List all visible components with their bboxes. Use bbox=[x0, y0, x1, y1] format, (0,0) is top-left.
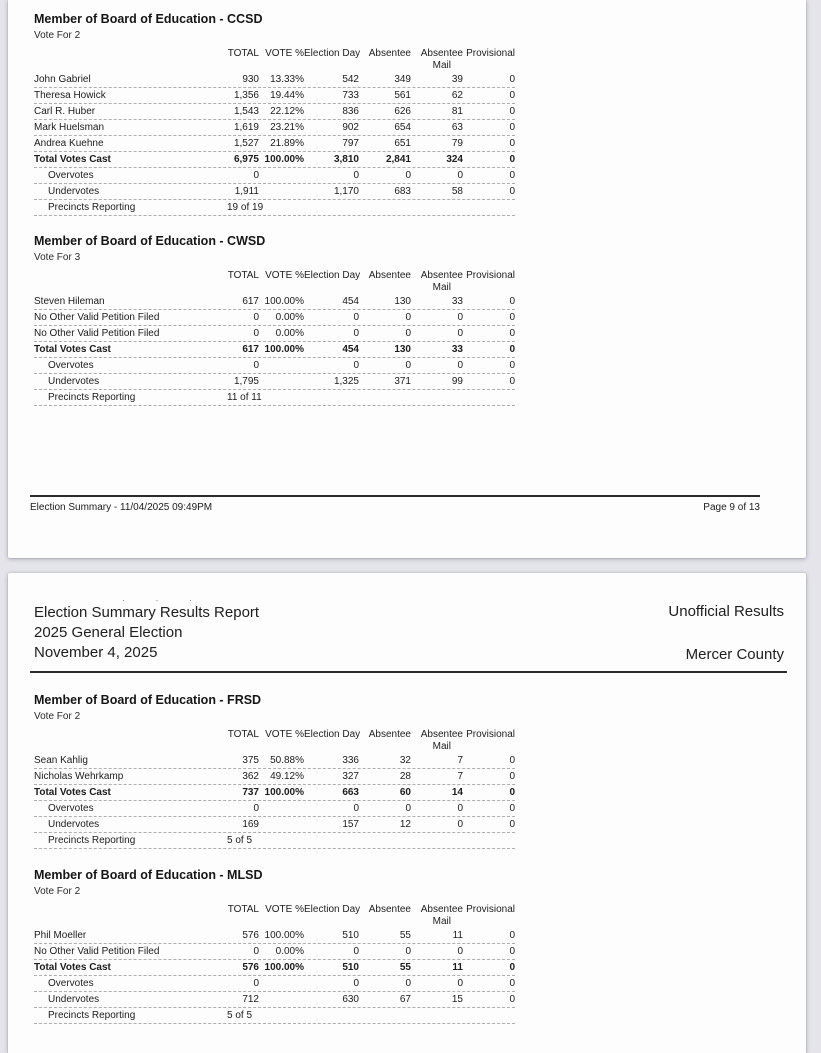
report-page-9 bbox=[8, 0, 806, 558]
column-header bbox=[463, 904, 515, 916]
cell-prov: 0 bbox=[509, 154, 515, 165]
cell-ed: 0 bbox=[353, 328, 359, 339]
row-label: Steven Hileman bbox=[34, 296, 105, 307]
race-section-mlsd bbox=[34, 868, 806, 1024]
cell-ab: 626 bbox=[394, 106, 411, 117]
column-header-label: Absentee bbox=[420, 48, 463, 59]
cell-ed: 0 bbox=[353, 312, 359, 323]
cell-ed: 454 bbox=[342, 296, 359, 307]
cell-prov: 0 bbox=[509, 978, 515, 989]
cell-total: 0 bbox=[253, 978, 259, 989]
row-label: No Other Valid Petition Filed bbox=[34, 312, 160, 323]
cell-ed: 0 bbox=[353, 978, 359, 989]
cell-abm: 0 bbox=[457, 803, 463, 814]
race-title: Member of Board of Education - CWSD bbox=[34, 234, 266, 248]
header-rule bbox=[30, 671, 787, 673]
column-header bbox=[411, 48, 463, 72]
race-title: Member of Board of Education - CCSD bbox=[34, 12, 263, 26]
cell-ab: 0 bbox=[405, 946, 411, 957]
table-row bbox=[34, 136, 515, 152]
cell-ed: 0 bbox=[353, 360, 359, 371]
cell-ab: 67 bbox=[399, 994, 411, 1005]
cell-abm: 33 bbox=[451, 296, 463, 307]
report-election-date: November 4, 2025 bbox=[34, 644, 158, 661]
column-header bbox=[259, 48, 304, 60]
column-header-sublabel: Mail bbox=[432, 741, 451, 752]
cell-ab: 12 bbox=[399, 819, 411, 830]
cell-prov: 0 bbox=[509, 170, 515, 181]
row-label: Andrea Kuehne bbox=[34, 138, 104, 149]
row-label: Precincts Reporting bbox=[48, 202, 136, 213]
cell-total: 1,527 bbox=[233, 138, 259, 149]
cell-prov: 0 bbox=[509, 122, 515, 133]
cell-total: 169 bbox=[242, 819, 259, 830]
row-label: Overvotes bbox=[48, 978, 94, 989]
cell-total: 1,356 bbox=[233, 90, 259, 101]
cell-ab: 130 bbox=[394, 296, 411, 307]
cell-abm: 0 bbox=[457, 312, 463, 323]
column-header-label: Election Day bbox=[304, 48, 361, 59]
report-election-name: 2025 General Election bbox=[34, 624, 183, 641]
row-label: Total Votes Cast bbox=[34, 344, 111, 355]
cell-abm: 7 bbox=[457, 755, 463, 766]
row-label: Precincts Reporting bbox=[48, 392, 136, 403]
cell-prov: 0 bbox=[509, 344, 515, 355]
column-header-label: Election Day bbox=[304, 904, 361, 915]
cell-ab: 0 bbox=[405, 978, 411, 989]
cell-prov: 0 bbox=[509, 138, 515, 149]
row-label: Theresa Howick bbox=[34, 90, 106, 101]
column-header bbox=[359, 729, 411, 741]
cell-total: 0 bbox=[253, 328, 259, 339]
cell-prov: 0 bbox=[509, 328, 515, 339]
row-label: John Gabriel bbox=[34, 74, 91, 85]
cell-ab: 651 bbox=[394, 138, 411, 149]
race-title: Member of Board of Education - MLSD bbox=[34, 868, 263, 882]
cell-ab: 371 bbox=[394, 376, 411, 387]
page-2-content bbox=[8, 573, 806, 1024]
cell-abm: 0 bbox=[457, 978, 463, 989]
table-header-row bbox=[34, 48, 515, 72]
table-row bbox=[34, 342, 515, 358]
cell-ab: 55 bbox=[399, 930, 411, 941]
row-label: Carl R. Huber bbox=[34, 106, 96, 117]
column-header bbox=[304, 270, 359, 282]
row-label: Total Votes Cast bbox=[34, 962, 111, 973]
column-header-label: Provisional bbox=[466, 904, 515, 915]
cell-total: 6,975 bbox=[233, 154, 259, 165]
cell-prov: 0 bbox=[509, 803, 515, 814]
page-1-content bbox=[8, 0, 806, 406]
table-row bbox=[34, 120, 515, 136]
column-header-label: TOTAL bbox=[227, 48, 259, 59]
footer-report-timestamp: Election Summary - 11/04/2025 09:49PM bbox=[30, 502, 213, 513]
cell-total: 0 bbox=[253, 312, 259, 323]
cell-pct: 100.00% bbox=[264, 154, 304, 165]
column-header-label: Provisional bbox=[466, 270, 515, 281]
column-header-label: Absentee bbox=[368, 729, 411, 740]
cell-ed: 0 bbox=[353, 803, 359, 814]
column-header bbox=[304, 729, 359, 741]
cell-ab: 683 bbox=[394, 186, 411, 197]
column-header-label: TOTAL bbox=[227, 270, 259, 281]
column-header bbox=[411, 904, 463, 928]
cell-prov: 0 bbox=[509, 186, 515, 197]
vote-for-label: Vote For 2 bbox=[34, 886, 81, 897]
table-row bbox=[34, 200, 515, 216]
cell-total: 0 bbox=[253, 946, 259, 957]
cell-ed: 454 bbox=[342, 344, 359, 355]
cell-total: 617 bbox=[242, 344, 259, 355]
column-header-label: VOTE % bbox=[265, 48, 304, 59]
cell-abm: 14 bbox=[451, 787, 463, 798]
row-label: Precincts Reporting bbox=[48, 1010, 136, 1021]
table-header-row bbox=[34, 270, 515, 294]
cell-ed: 542 bbox=[342, 74, 359, 85]
scan-artifact-dots: · · · bbox=[122, 595, 206, 605]
column-header-label: VOTE % bbox=[265, 904, 304, 915]
row-label: Undervotes bbox=[48, 186, 100, 197]
cell-ed: 510 bbox=[342, 930, 359, 941]
report-title: Election Summary Results Report bbox=[34, 604, 260, 621]
cell-ed: 0 bbox=[353, 170, 359, 181]
cell-abm: 63 bbox=[451, 122, 463, 133]
column-header-label: Provisional bbox=[466, 48, 515, 59]
cell-prov: 0 bbox=[509, 360, 515, 371]
column-header bbox=[259, 904, 304, 916]
table-row bbox=[34, 1008, 515, 1024]
cell-abm: 39 bbox=[451, 74, 463, 85]
column-header-label: Absentee bbox=[420, 270, 463, 281]
cell-abm: 0 bbox=[457, 170, 463, 181]
column-header-label: Absentee bbox=[420, 904, 463, 915]
cell-ed: 836 bbox=[342, 106, 359, 117]
column-header-sublabel: Mail bbox=[432, 60, 451, 71]
cell-prov: 0 bbox=[509, 90, 515, 101]
cell-ed: 797 bbox=[342, 138, 359, 149]
column-header bbox=[463, 270, 515, 282]
table-row bbox=[34, 390, 515, 406]
cell-prov: 0 bbox=[509, 787, 515, 798]
cell-abm: 81 bbox=[451, 106, 463, 117]
precincts-value: 19 of 19 bbox=[227, 202, 264, 213]
cell-prov: 0 bbox=[509, 312, 515, 323]
column-header bbox=[463, 729, 515, 741]
cell-total: 0 bbox=[253, 803, 259, 814]
cell-pct: 19.44% bbox=[270, 90, 304, 101]
column-header-sublabel: Mail bbox=[432, 916, 451, 927]
table-row bbox=[34, 374, 515, 390]
column-header-sublabel: Mail bbox=[432, 282, 451, 293]
table-row bbox=[34, 833, 515, 849]
table-row bbox=[34, 104, 515, 120]
table-row bbox=[34, 817, 515, 833]
column-header bbox=[259, 729, 304, 741]
table-header-row bbox=[34, 904, 515, 928]
cell-abm: 7 bbox=[457, 771, 463, 782]
page-footer bbox=[30, 495, 760, 513]
table-row bbox=[34, 928, 515, 944]
cell-total: 1,543 bbox=[233, 106, 259, 117]
column-header bbox=[214, 48, 259, 60]
cell-pct: 13.33% bbox=[270, 74, 304, 85]
cell-prov: 0 bbox=[509, 296, 515, 307]
column-header-label: VOTE % bbox=[265, 270, 304, 281]
table-row bbox=[34, 168, 515, 184]
table-row bbox=[34, 753, 515, 769]
table-row bbox=[34, 976, 515, 992]
vote-for-label: Vote For 2 bbox=[34, 30, 81, 41]
column-header-label: Absentee bbox=[420, 729, 463, 740]
cell-abm: 62 bbox=[451, 90, 463, 101]
cell-abm: 15 bbox=[451, 994, 463, 1005]
cell-abm: 0 bbox=[457, 328, 463, 339]
row-label: Total Votes Cast bbox=[34, 787, 111, 798]
cell-abm: 0 bbox=[457, 819, 463, 830]
vote-for-label: Vote For 3 bbox=[34, 252, 81, 263]
cell-ab: 0 bbox=[405, 170, 411, 181]
cell-ed: 327 bbox=[342, 771, 359, 782]
cell-total: 617 bbox=[242, 296, 259, 307]
column-header-label: Provisional bbox=[466, 729, 515, 740]
column-header bbox=[214, 729, 259, 741]
county-name: Mercer County bbox=[685, 646, 784, 663]
cell-prov: 0 bbox=[509, 755, 515, 766]
cell-total: 576 bbox=[242, 962, 259, 973]
cell-total: 930 bbox=[242, 74, 259, 85]
cell-ed: 902 bbox=[342, 122, 359, 133]
cell-abm: 324 bbox=[446, 154, 463, 165]
cell-abm: 0 bbox=[457, 360, 463, 371]
column-header bbox=[304, 48, 359, 60]
cell-ab: 0 bbox=[405, 328, 411, 339]
table-row bbox=[34, 310, 515, 326]
row-label: Undervotes bbox=[48, 994, 100, 1005]
cell-abm: 11 bbox=[452, 962, 463, 973]
cell-total: 576 bbox=[242, 930, 259, 941]
column-header bbox=[304, 904, 359, 916]
cell-ed: 3,810 bbox=[333, 154, 359, 165]
report-page-10 bbox=[8, 573, 806, 1053]
table-row bbox=[34, 358, 515, 374]
column-header-label: Absentee bbox=[368, 270, 411, 281]
column-header bbox=[411, 270, 463, 294]
cell-abm: 99 bbox=[451, 376, 463, 387]
cell-ab: 60 bbox=[399, 787, 411, 798]
column-header-label: Election Day bbox=[304, 729, 361, 740]
cell-ab: 28 bbox=[399, 771, 411, 782]
cell-prov: 0 bbox=[509, 819, 515, 830]
report-title-block bbox=[34, 603, 259, 663]
column-header-label: TOTAL bbox=[227, 904, 259, 915]
table-row bbox=[34, 88, 515, 104]
table-header-row bbox=[34, 729, 515, 753]
cell-ab: 130 bbox=[394, 344, 411, 355]
cell-ed: 336 bbox=[342, 755, 359, 766]
cell-ed: 630 bbox=[342, 994, 359, 1005]
table-row bbox=[34, 184, 515, 200]
results-status-label: Unofficial Results bbox=[668, 603, 784, 620]
race-title: Member of Board of Education - FRSD bbox=[34, 693, 262, 707]
row-label: Precincts Reporting bbox=[48, 835, 136, 846]
cell-ed: 0 bbox=[353, 946, 359, 957]
cell-ed: 157 bbox=[342, 819, 359, 830]
cell-prov: 0 bbox=[509, 962, 515, 973]
cell-prov: 0 bbox=[509, 74, 515, 85]
row-label: Undervotes bbox=[48, 376, 100, 387]
cell-ab: 0 bbox=[405, 803, 411, 814]
cell-pct: 50.88% bbox=[270, 755, 304, 766]
cell-ed: 733 bbox=[342, 90, 359, 101]
cell-pct: 23.21% bbox=[270, 122, 304, 133]
cell-total: 1,795 bbox=[233, 376, 259, 387]
cell-ab: 349 bbox=[394, 74, 411, 85]
row-label: Sean Kahlig bbox=[34, 755, 88, 766]
table-row bbox=[34, 769, 515, 785]
column-header-label: VOTE % bbox=[265, 729, 304, 740]
table-row bbox=[34, 785, 515, 801]
results-table bbox=[34, 270, 515, 406]
cell-ed: 1,170 bbox=[333, 186, 359, 197]
cell-abm: 11 bbox=[452, 930, 463, 941]
cell-total: 712 bbox=[242, 994, 259, 1005]
column-header bbox=[359, 48, 411, 60]
cell-prov: 0 bbox=[509, 771, 515, 782]
cell-total: 0 bbox=[253, 360, 259, 371]
table-row bbox=[34, 944, 515, 960]
column-header bbox=[411, 729, 463, 753]
report-header-right bbox=[668, 603, 784, 663]
table-row bbox=[34, 992, 515, 1008]
cell-ab: 32 bbox=[399, 755, 411, 766]
cell-ed: 510 bbox=[342, 962, 359, 973]
row-label: No Other Valid Petition Filed bbox=[34, 328, 160, 339]
cell-pct: 100.00% bbox=[264, 787, 304, 798]
column-header bbox=[214, 904, 259, 916]
race-section-ccsd bbox=[34, 12, 806, 216]
results-table bbox=[34, 48, 515, 216]
cell-prov: 0 bbox=[509, 106, 515, 117]
cell-abm: 33 bbox=[451, 344, 463, 355]
cell-pct: 22.12% bbox=[270, 106, 304, 117]
table-row bbox=[34, 72, 515, 88]
cell-prov: 0 bbox=[509, 994, 515, 1005]
cell-prov: 0 bbox=[509, 376, 515, 387]
row-label: Mark Huelsman bbox=[34, 122, 105, 133]
cell-pct: 0.00% bbox=[275, 328, 304, 339]
results-table bbox=[34, 729, 515, 849]
cell-pct: 21.89% bbox=[270, 138, 304, 149]
cell-total: 1,619 bbox=[233, 122, 259, 133]
cell-ab: 2,841 bbox=[385, 154, 411, 165]
row-label: Overvotes bbox=[48, 360, 94, 371]
cell-total: 1,911 bbox=[234, 186, 259, 197]
column-header bbox=[359, 904, 411, 916]
race-section-frsd bbox=[34, 693, 806, 849]
table-row bbox=[34, 294, 515, 310]
table-row bbox=[34, 326, 515, 342]
row-label: Undervotes bbox=[48, 819, 100, 830]
row-label: Overvotes bbox=[48, 170, 94, 181]
cell-ab: 55 bbox=[399, 962, 411, 973]
precincts-value: 5 of 5 bbox=[227, 835, 253, 846]
row-label: Nicholas Wehrkamp bbox=[34, 771, 124, 782]
cell-pct: 100.00% bbox=[264, 962, 304, 973]
cell-pct: 100.00% bbox=[264, 344, 304, 355]
cell-prov: 0 bbox=[509, 946, 515, 957]
cell-abm: 0 bbox=[457, 946, 463, 957]
cell-ab: 0 bbox=[405, 360, 411, 371]
cell-pct: 100.00% bbox=[264, 296, 304, 307]
race-section-cwsd bbox=[34, 234, 806, 406]
report-header bbox=[34, 595, 806, 663]
cell-ab: 561 bbox=[394, 90, 411, 101]
cell-total: 362 bbox=[242, 771, 259, 782]
column-header bbox=[259, 270, 304, 282]
results-table bbox=[34, 904, 515, 1024]
cell-ed: 663 bbox=[342, 787, 359, 798]
column-header-label: Election Day bbox=[304, 270, 361, 281]
cell-pct: 100.00% bbox=[264, 930, 304, 941]
cell-ed: 1,325 bbox=[333, 376, 359, 387]
row-label: Phil Moeller bbox=[34, 930, 87, 941]
cell-abm: 79 bbox=[451, 138, 463, 149]
precincts-value: 11 of 11 bbox=[227, 392, 262, 403]
cell-total: 737 bbox=[242, 787, 259, 798]
column-header bbox=[359, 270, 411, 282]
cell-pct: 0.00% bbox=[275, 312, 304, 323]
cell-pct: 0.00% bbox=[275, 946, 304, 957]
cell-prov: 0 bbox=[509, 930, 515, 941]
cell-total: 375 bbox=[242, 755, 259, 766]
column-header-label: TOTAL bbox=[227, 729, 259, 740]
footer-page-number: Page 9 of 13 bbox=[703, 502, 760, 513]
precincts-value: 5 of 5 bbox=[227, 1010, 253, 1021]
cell-ab: 0 bbox=[405, 312, 411, 323]
cell-pct: 49.12% bbox=[270, 771, 304, 782]
column-header-label: Absentee bbox=[368, 48, 411, 59]
column-header bbox=[214, 270, 259, 282]
table-row bbox=[34, 960, 515, 976]
vote-for-label: Vote For 2 bbox=[34, 711, 81, 722]
table-row bbox=[34, 801, 515, 817]
table-row bbox=[34, 152, 515, 168]
row-label: No Other Valid Petition Filed bbox=[34, 946, 160, 957]
row-label: Overvotes bbox=[48, 803, 94, 814]
column-header-label: Absentee bbox=[368, 904, 411, 915]
column-header bbox=[463, 48, 515, 60]
cell-ab: 654 bbox=[394, 122, 411, 133]
cell-abm: 58 bbox=[451, 186, 463, 197]
cell-total: 0 bbox=[253, 170, 259, 181]
row-label: Total Votes Cast bbox=[34, 154, 111, 165]
